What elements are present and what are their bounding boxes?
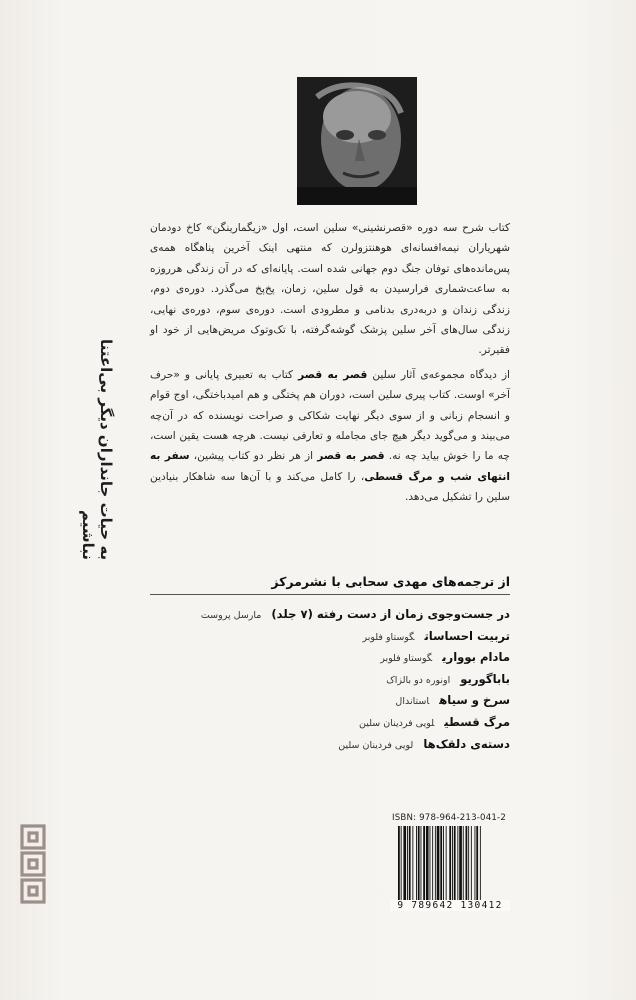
book-author: مارسل پروست	[200, 610, 262, 621]
book-author: لویی فردینان سلین	[338, 739, 414, 751]
list-item	[200, 624, 510, 646]
book-title: سرخ و سیاه	[439, 693, 510, 708]
book-title: مادام بوواری	[442, 650, 510, 665]
list-item	[200, 732, 510, 754]
book-description	[150, 218, 510, 508]
book-title: در جست‌وجوی زمان از دست رفته (۷ جلد)	[271, 607, 510, 621]
list-item	[200, 688, 510, 710]
description-text: ، را کامل می‌کند و با آن‌ها سه شاهکار بنیادین سلین را تشکیل می‌دهد.	[150, 470, 510, 504]
book-author: گوستاو فلوبر	[362, 631, 415, 643]
isbn-label: ISBN: 978-964-213-041-2	[392, 813, 507, 823]
list-item	[200, 667, 510, 689]
book-author: لویی فردینان سلین	[359, 717, 435, 729]
book-author: استاندال	[395, 696, 430, 708]
list-item	[200, 710, 510, 732]
vertical-dedication: به حیات جانداران دیگر بی‌اعتنا نباشیم	[79, 338, 115, 560]
description-text: کتاب به تعبیری پایانی و «حرف آخر» اوست. کتاب پیری سلین است، دوران هم پختگی و هم امیدباختگی، اوج قوام و انسجام زبانی و از سوی دیگر نهایت شکاکی و صراحت نویسنده که در آن‌چه می‌بیند و می‌گوید دیگر هیچ جای مجامله و تعارفی نیست. هرچه هست یقین است، چه ما را خوش بیاید چه نه.	[150, 368, 510, 463]
description-text: از هر نظر دو کتاب پیشین،	[189, 450, 318, 463]
book-title-emphasis: قصر به قصر	[317, 450, 385, 463]
book-title: تربیت احساسات	[424, 628, 510, 643]
barcode-image	[396, 826, 508, 906]
list-item	[200, 602, 510, 624]
book-title-emphasis: سفر به انتهای شب	[150, 450, 510, 483]
description-text: و	[432, 470, 451, 483]
description-paragraph-2	[150, 365, 510, 508]
series-divider	[150, 594, 510, 595]
barcode-digits: 9 789642 130412	[390, 900, 510, 911]
book-author: اونوره دو بالزاک	[386, 674, 451, 686]
book-author: گوستاو فلوبر	[380, 653, 433, 665]
description-paragraph-1: کتاب شرح سه دوره «قصرنشینی» سلین است، اول «زیگمارینگن» کاخ دودمان شهریاران نیمه‌افسانه‌ای هوهنتزولرن که منتهی اینک آخرین پناهگاه همه‌ی پس‌مانده‌های توفان جنگ دوم جهانی شده است. پایانه‌ای که در آن زندگی هرروزه به ساعت‌شماری فرارسیدن به قول سلین، زمان، پخ‌پخ می‌گذرد. دوره‌ی دوم، زندگی زندان و دربه‌دری بدنامی و مطرودی است. دوره‌ی سوم، دوره‌ی نهایی، زندگی سال‌های آخر سلین پزشک گوشه‌گرفته، با تک‌وتوک مریض‌هایی از خود او فقیرتر.	[150, 222, 510, 357]
description-text: از دیدگاه مجموعه‌ی آثار سلین	[367, 368, 510, 381]
book-title: دسته‌ی دلقک‌ها	[423, 736, 510, 751]
book-title: باباگوریو	[460, 671, 510, 686]
book-title-emphasis: قصر به قصر	[298, 368, 368, 381]
book-title: مرگ قسطی	[444, 714, 510, 729]
translations-list	[200, 602, 510, 753]
list-item	[200, 645, 510, 667]
series-heading: از ترجمه‌های مهدی سحابی با نشرمرکز	[271, 574, 510, 589]
author-portrait	[297, 77, 417, 205]
book-title-emphasis: مرگ قسطی	[364, 470, 433, 483]
publisher-logo	[18, 822, 48, 906]
